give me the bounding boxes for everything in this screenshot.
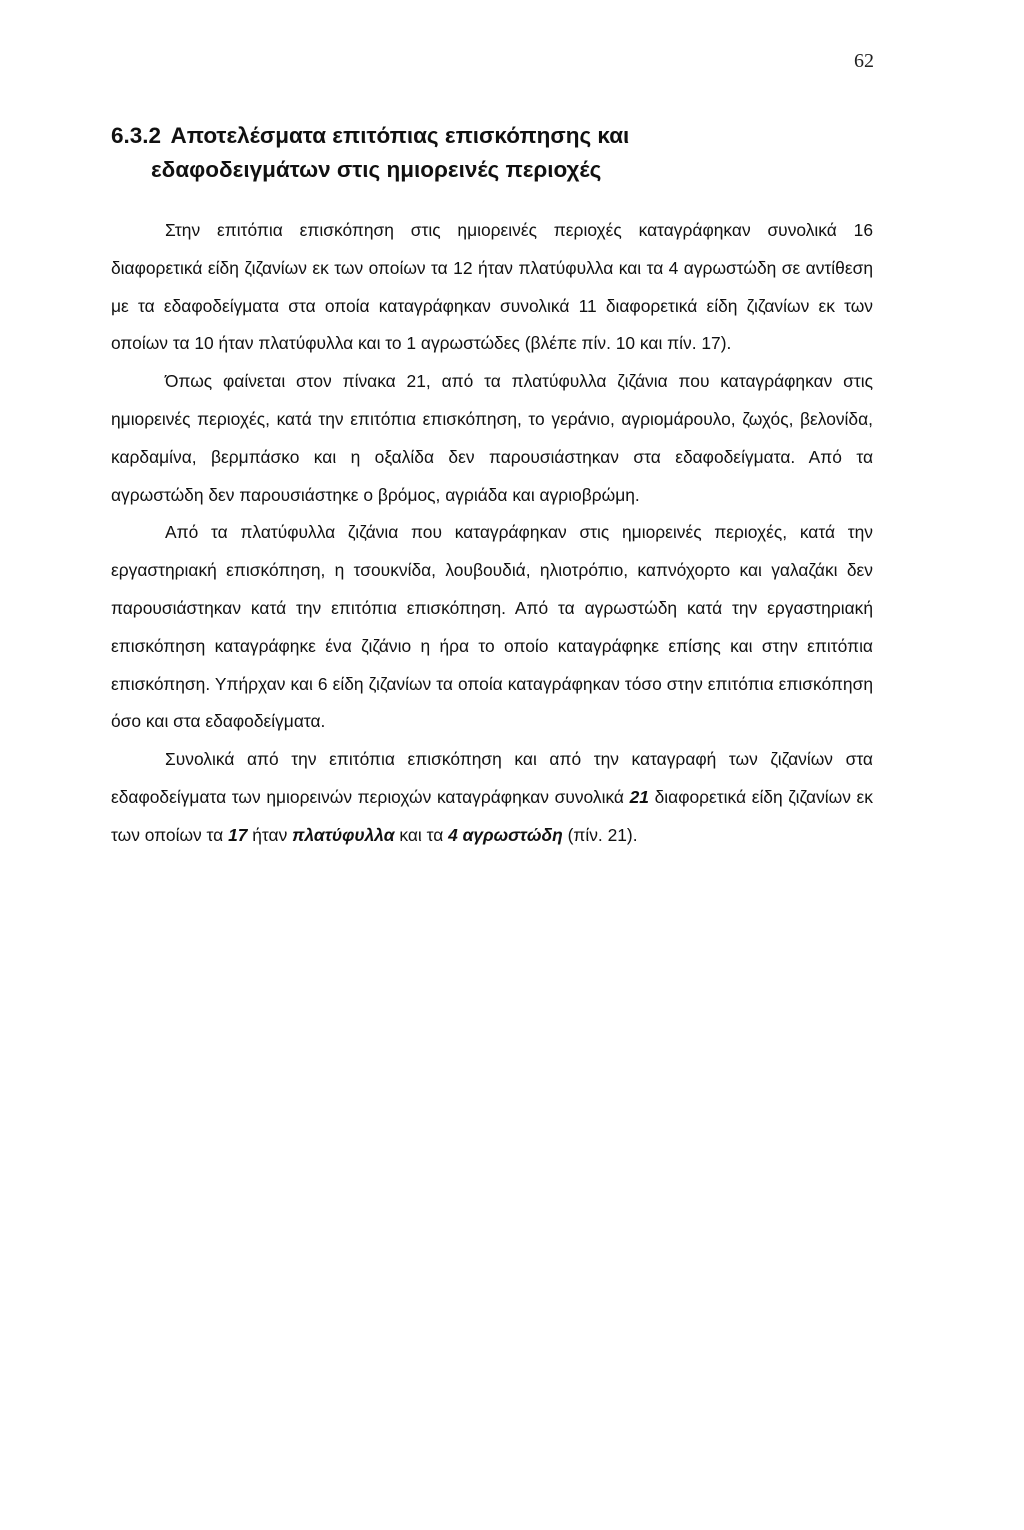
broadleaf-term: πλατύφυλλα	[292, 824, 395, 845]
section-title-line1: Αποτελέσματα επιτόπιας επισκόπησης και	[170, 123, 630, 148]
paragraph-4-text-3: ήταν	[247, 824, 293, 845]
paragraph-3: Από τα πλατύφυλλα ζιζάνια που καταγράφηκαν στις ημιορεινές περιοχές, κατά την εργαστηριακή επισκόπηση, η τσουκνίδα, λουβουδιά, ηλιοτρόπιο, καπνόχορτο και γαλαζάκι δεν παρουσιάστηκαν κατά την επιτόπια επισκόπηση. Από τα αγρωστώδη κατά την εργαστηριακή επισκόπηση καταγράφηκε ένα ζιζάνιο η ήρα το οποίο καταγράφηκε επίσης και στην επιτόπια επισκόπηση. Υπήρχαν και 6 είδη ζιζανίων τα οποία καταγράφηκαν τόσο στην επιτόπια επισκόπηση όσο και στα εδαφοδείγματα.	[111, 522, 873, 732]
broadleaf-count: 17	[228, 824, 248, 845]
paragraph-4-text-5: (πίν. 21).	[562, 824, 638, 845]
section-heading	[111, 119, 911, 187]
paragraph-4-text-1: Συνολικά από την επιτόπια επισκόπηση και από την καταγραφή των ζιζανίων στα εδαφοδείγματα των ημιορεινών περιοχών καταγράφηκαν συνολικά	[111, 749, 873, 807]
section-number: 6.3.2	[111, 123, 162, 148]
paragraph-4-text-2: διαφορετικά είδη ζιζανίων εκ των οποίων τα	[111, 786, 873, 845]
paragraph-1: Στην επιτόπια επισκόπηση στις ημιορεινές περιοχές καταγράφηκαν συνολικά 16 διαφορετικά είδη ζιζανίων εκ των οποίων τα 12 ήταν πλατύφυλλα και τα 4 αγρωστώδη σε αντίθεση με τα εδαφοδείγματα στα οποία καταγράφηκαν συνολικά 11 διαφορετικά είδη ζιζανίων εκ των οποίων τα 10 ήταν πλατύφυλλα και το 1 αγρωστώδες (βλέπε πίν. 10 και πίν. 17).	[111, 220, 873, 354]
paragraph-2: Όπως φαίνεται στον πίνακα 21, από τα πλατύφυλλα ζιζάνια που καταγράφηκαν στις ημιορεινές περιοχές, κατά την επιτόπια επισκόπηση, το γεράνιο, αγριομάρουλο, ζωχός, βελονίδα, καρδαμίνα, βερμπάσκο και η οξαλίδα δεν παρουσιάστηκαν στα εδαφοδείγματα. Από τα αγρωστώδη δεν παρουσιάστηκε ο βρόμος, αγριάδα και αγριοβρώμη.	[111, 371, 873, 505]
section-title-line2: εδαφοδειγμάτων στις ημιορεινές περιοχές	[151, 157, 602, 182]
paragraph-4-text-4: και τα	[394, 824, 449, 845]
total-species-count: 21	[629, 786, 649, 807]
body-text	[111, 212, 873, 855]
grass-count-term: 4 αγρωστώδη	[448, 824, 563, 845]
paragraph-4	[111, 741, 873, 854]
page-number: 62	[854, 50, 874, 72]
